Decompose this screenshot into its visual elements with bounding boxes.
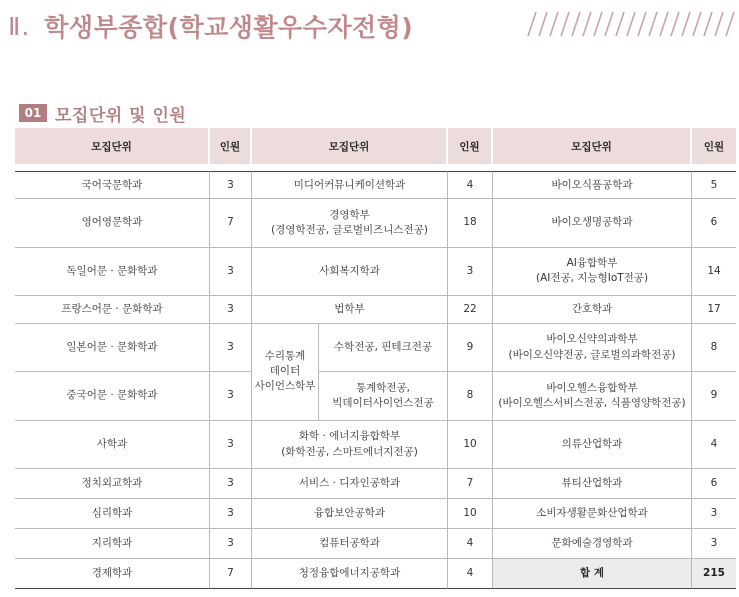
header-unit-1: 모집단위 (15, 128, 210, 164)
unit-cell: 소비자생활문화산업학과 (493, 499, 692, 529)
unit-cell (319, 372, 448, 420)
unit-cell (493, 324, 692, 372)
unit-cell: 영어영문학과 (15, 199, 210, 247)
total-label: 합 계 (493, 559, 692, 589)
unit-cell: 바이오식품공학과 (493, 171, 692, 199)
unit-majors: (바이오신약전공, 글로벌의과학전공) (508, 348, 676, 361)
table-row (15, 421, 736, 469)
count-cell: 3 (210, 248, 252, 296)
section-heading (19, 102, 186, 124)
count-cell: 3 (210, 372, 252, 420)
count-cell: 6 (692, 199, 736, 247)
unit-cell: 의류산업학과 (493, 421, 692, 469)
header-count-2: 인원 (448, 128, 493, 164)
count-cell: 3 (210, 171, 252, 199)
count-cell: 3 (692, 529, 736, 559)
unit-cell: 문화예술경영학과 (493, 529, 692, 559)
unit-cell: 수학전공, 핀테크전공 (319, 324, 448, 372)
count-cell: 10 (448, 421, 493, 469)
count-cell: 3 (210, 469, 252, 499)
unit-cell: 정치외교학과 (15, 469, 210, 499)
count-cell: 3 (210, 529, 252, 559)
unit-cell: 바이오생명공학과 (493, 199, 692, 247)
unit-majors: (화학전공, 스마트에너지전공) (281, 445, 418, 458)
count-cell: 4 (448, 529, 493, 559)
table-row (15, 469, 736, 499)
unit-cell: 심리학과 (15, 499, 210, 529)
unit-cell (252, 421, 448, 469)
unit-cell: 컴퓨터공학과 (252, 529, 448, 559)
count-cell: 9 (448, 324, 493, 372)
unit-cell: 청정융합에너지공학과 (252, 559, 448, 589)
count-cell: 8 (448, 372, 493, 420)
count-cell: 4 (692, 421, 736, 469)
unit-cell (493, 372, 692, 420)
table-row (15, 499, 736, 529)
count-cell: 3 (210, 499, 252, 529)
count-cell: 14 (692, 248, 736, 296)
unit-majors: (AI전공, 지능형IoT전공) (535, 272, 649, 285)
count-cell: 3 (448, 248, 493, 296)
count-cell: 3 (210, 421, 252, 469)
table-header-row (15, 128, 736, 164)
count-cell: 8 (692, 324, 736, 372)
unit-name: 바이오헬스융합학부 (546, 381, 638, 394)
total-count: 215 (692, 559, 736, 589)
group-line: 수리통계 (264, 349, 306, 362)
count-cell: 3 (210, 296, 252, 324)
unit-cell: 융합보안공학과 (252, 499, 448, 529)
unit-cell: 지리학과 (15, 529, 210, 559)
unit-name: 통계학전공, (355, 381, 411, 394)
header-unit-2: 모집단위 (252, 128, 448, 164)
unit-name: 화학 · 에너지융합학부 (298, 430, 401, 443)
unit-cell: 국어국문학과 (15, 171, 210, 199)
header-count-1: 인원 (210, 128, 252, 164)
unit-cell: 법학부 (252, 296, 448, 324)
count-cell: 3 (210, 324, 252, 372)
count-cell: 4 (448, 559, 493, 589)
title-text: 학생부종합(학교생활우수자전형) (44, 13, 414, 42)
group-cell (252, 324, 319, 421)
admission-table (15, 128, 736, 589)
count-cell: 4 (448, 171, 493, 199)
unit-name: AI융합학부 (566, 257, 618, 270)
count-cell: 7 (210, 559, 252, 589)
table-row (15, 296, 736, 324)
unit-cell (493, 248, 692, 296)
count-cell: 7 (448, 469, 493, 499)
table-row (15, 324, 736, 372)
section-number: Ⅱ. (8, 11, 31, 41)
page-title (8, 6, 413, 46)
unit-cell: 미디어커뮤니케이션학과 (252, 171, 448, 199)
unit-majors: (경영학전공, 글로벌비즈니스전공) (271, 223, 428, 236)
unit-cell: 프랑스어문 · 문화학과 (15, 296, 210, 324)
section-title: 모집단위 및 인원 (55, 105, 187, 126)
count-cell: 6 (692, 469, 736, 499)
count-cell: 10 (448, 499, 493, 529)
count-cell: 9 (692, 372, 736, 420)
header-count-3: 인원 (692, 128, 736, 164)
count-cell: 3 (692, 499, 736, 529)
unit-cell (252, 199, 448, 247)
count-cell: 22 (448, 296, 493, 324)
count-cell: 7 (210, 199, 252, 247)
unit-cell: 일본어문 · 문화학과 (15, 324, 210, 372)
unit-cell: 경제학과 (15, 559, 210, 589)
header-unit-3: 모집단위 (493, 128, 692, 164)
table-row (15, 171, 736, 199)
unit-name: 경영학부 (329, 208, 370, 221)
table-row (15, 199, 736, 247)
table-row (15, 372, 736, 420)
unit-cell: 서비스 · 디자인공학과 (252, 469, 448, 499)
unit-cell: 중국어문 · 문화학과 (15, 372, 210, 420)
unit-cell: 사회복지학과 (252, 248, 448, 296)
unit-cell: 사학과 (15, 421, 210, 469)
table-row (15, 559, 736, 589)
section-badge: 01 (19, 104, 47, 122)
unit-cell: 간호학과 (493, 296, 692, 324)
count-cell: 18 (448, 199, 493, 247)
table-row (15, 529, 736, 559)
group-line: 사이언스학부 (254, 380, 316, 393)
unit-majors: (바이오헬스서비스전공, 식품영양학전공) (498, 397, 686, 410)
table-row (15, 248, 736, 296)
unit-name: 바이오신약의과학부 (546, 333, 638, 346)
decorative-slashes (522, 10, 736, 38)
unit-cell: 뷰티산업학과 (493, 469, 692, 499)
unit-cell: 독일어문 · 문화학과 (15, 248, 210, 296)
group-line: 데이터 (269, 365, 301, 378)
count-cell: 5 (692, 171, 736, 199)
count-cell: 17 (692, 296, 736, 324)
unit-majors: 빅데이터사이언스전공 (332, 397, 434, 410)
